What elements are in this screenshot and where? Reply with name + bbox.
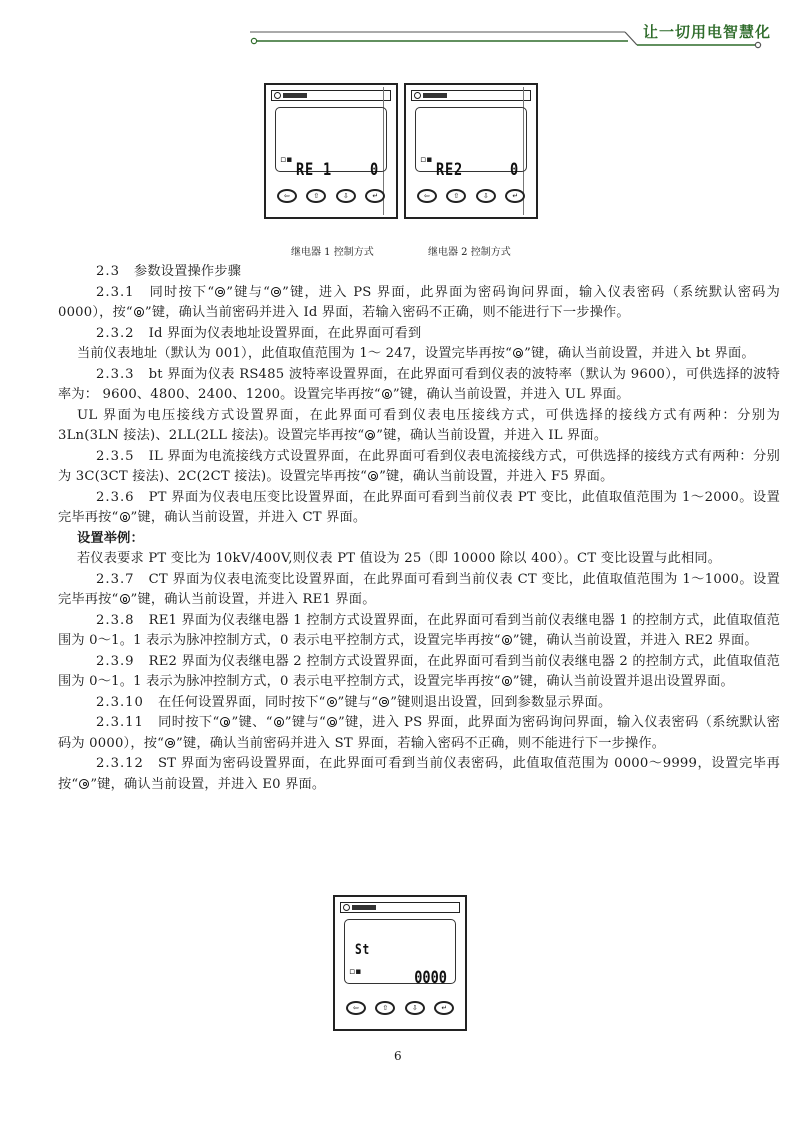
page-number: 6 — [394, 1049, 402, 1063]
enter-key-icon: ↵ — [434, 1001, 454, 1015]
meter-side-clip — [0, 92, 800, 140]
lcd-value: 0 — [509, 160, 518, 180]
paragraph-number: 2.3.8 — [96, 612, 135, 628]
lcd-value: 0 — [369, 160, 378, 180]
paragraph-text: 当前仪表地址（默认为 001），此值取值范围为 1～ 247，设置完毕再按“ — [77, 346, 513, 361]
paragraph-number: 2.3.6 — [96, 489, 135, 505]
paragraph-text: ”键，确认当前设置并退出设置界面。 — [512, 674, 734, 689]
paragraph-text: ”键，确认当前密码并进入 Id 界面，若输入密码不正确，则不能进行下一步操作。 — [144, 305, 630, 320]
keypad-button-icon — [382, 389, 392, 399]
paragraph-text: ”键，进入 PS 界面，此界面为密码询问界面，输入仪表密码（系统默认密码为 0000），按“ — [58, 715, 781, 751]
down-arrow-key-icon: ⇩ — [476, 189, 496, 203]
up-arrow-key-icon: ⇧ — [375, 1001, 395, 1015]
left-arrow-key-icon: ⇦ — [277, 189, 297, 203]
paragraph-text: 若仪表要求 PT 变比为 10kV/400V,则仪表 PT 值设为 25（即 10000 除以 400）。CT 变比设置与此相同。 — [77, 551, 722, 566]
paragraph-text: 同时按下“ — [148, 284, 215, 300]
paragraph-text: ”键，确认当前设置，并进入 bt 界面。 — [524, 346, 755, 361]
paragraph-number: 2.3.11 — [96, 715, 144, 730]
keypad-button-icon — [79, 779, 89, 789]
paragraph-text: ”键，确认当前设置，并进入 RE2 界面。 — [512, 633, 758, 648]
relay-status-icon: ▫▪ — [280, 155, 293, 165]
paragraph-number: 2.3.9 — [96, 653, 135, 669]
paragraph — [58, 652, 780, 693]
meter-brand-bar — [411, 90, 531, 101]
keypad-button-icon — [368, 471, 378, 481]
brand-text — [352, 905, 376, 910]
meter-buttons — [272, 189, 390, 205]
brand-logo-icon — [343, 904, 350, 911]
paragraph-number: 2.3.10 — [96, 694, 144, 710]
paragraph-text: ”键，确认当前设置，并进入 IL 界面。 — [376, 428, 608, 443]
paragraph-number: 2.3.7 — [96, 571, 135, 587]
brand-text — [283, 93, 307, 98]
paragraph-text: PT 界面为仪表电压变比设置界面，在此界面可看到当前仪表 PT 变比，此值取值范围为 1～2000。设置完毕再按“ — [58, 489, 780, 525]
meter-illustration-password — [333, 895, 467, 1031]
paragraph — [58, 447, 780, 488]
keypad-button-icon — [327, 697, 337, 707]
lcd-value: 0000 — [414, 968, 447, 988]
paragraph-text: ”键，确认当前设置，并进入 CT 界面。 — [130, 510, 367, 525]
meter-buttons — [341, 1001, 459, 1017]
paragraph-text: ”键，确认当前密码并进入 ST 界面，若输入密码不正确，则不能进行下一步操作。 — [176, 735, 666, 751]
lcd-code: RE2 — [436, 160, 463, 180]
paragraph-number: 2.3.5 — [96, 448, 135, 464]
relay-status-icon: ▫▪ — [349, 967, 362, 977]
left-arrow-key-icon: ⇦ — [417, 189, 437, 203]
keypad-button-icon — [215, 287, 225, 297]
paragraph-list — [58, 283, 780, 796]
paragraph-text: 同时按下“ — [157, 715, 220, 730]
brand-text — [423, 93, 447, 98]
paragraph-text: ”键与“ — [284, 715, 326, 730]
paragraph-text: 设置举例： — [77, 530, 144, 546]
paragraph-text: ”键与“ — [226, 284, 271, 300]
paragraph — [58, 570, 780, 611]
paragraph-number: 2.3.1 — [96, 284, 135, 300]
meter-side-clip — [0, 140, 800, 188]
paragraph — [58, 488, 780, 529]
paragraph — [58, 693, 780, 714]
paragraph — [58, 549, 780, 570]
paragraph-text: ST 界面为密码设置界面，在此界面可看到当前仪表密码，此值取值范围为 0000～9999，设置完毕再按“ — [58, 756, 780, 792]
lcd-screen — [415, 107, 527, 180]
down-arrow-key-icon: ⇩ — [405, 1001, 425, 1015]
paragraph-text: ”键，进入 PS 界面，此界面为密码询问界面，输入仪表密码（系统默认密码为 0000），按“ — [58, 284, 780, 320]
paragraph — [58, 365, 780, 406]
lcd-code: RE 1 — [296, 160, 332, 180]
paragraph-text: ”键，确认当前设置，并进入 RE1 界面。 — [130, 592, 376, 607]
keypad-button-icon — [502, 676, 512, 686]
paragraph — [58, 344, 780, 365]
paragraph-number: 2.3.12 — [96, 756, 144, 771]
keypad-button-icon — [271, 287, 281, 297]
lcd-screen — [275, 107, 387, 180]
figure-caption-relay2: 继电器 2 控制方式 — [428, 247, 511, 258]
paragraph — [58, 754, 780, 795]
keypad-button-icon — [513, 348, 523, 358]
paragraph-text: 在任何设置界面，同时按下“ — [157, 694, 326, 710]
keypad-button-icon — [274, 717, 284, 727]
keypad-button-icon — [165, 738, 175, 748]
keypad-button-icon — [220, 717, 230, 727]
keypad-button-icon — [365, 430, 375, 440]
paragraph — [58, 713, 780, 754]
up-arrow-key-icon: ⇧ — [306, 189, 326, 203]
paragraph-text: RE1 界面为仪表继电器 1 控制方式设置界面，在此界面可看到当前仪表继电器 1 的控制方式，此值取值范围为 0～1。1 表示为脉冲控制方式，0 表示电平控制方式，设置完毕再按“ — [58, 612, 780, 648]
keypad-button-icon — [120, 594, 130, 604]
meter-brand-bar — [340, 902, 460, 913]
meter-illustration-relay2 — [404, 83, 538, 219]
meter-brand-bar — [271, 90, 391, 101]
enter-key-icon: ↵ — [505, 189, 525, 203]
paragraph-text: IL 界面为电流接线方式设置界面，在此界面可看到仪表电流接线方式，可供选择的接线方式有两种：分别为 3C(3CT 接法)、2C(2CT 接法)。设置完毕再按“ — [58, 448, 780, 484]
keypad-button-icon — [502, 635, 512, 645]
paragraph-text: ”键，确认当前设置，并进入 UL 界面。 — [392, 387, 630, 402]
paragraph-text: ”键则退出设置，回到参数显示界面。 — [390, 694, 612, 710]
enter-key-icon: ↵ — [365, 189, 385, 203]
document-body — [58, 262, 780, 795]
figure-caption-relay1: 继电器 1 控制方式 — [291, 247, 374, 258]
keypad-button-icon — [120, 512, 130, 522]
paragraph — [58, 324, 780, 345]
section-title: 参数设置操作步骤 — [133, 264, 242, 279]
paragraph-text: ”键与“ — [337, 694, 379, 710]
header-slogan: 让一切用电智慧化 — [643, 23, 772, 41]
lcd-screen — [344, 919, 456, 988]
example-heading — [58, 529, 780, 550]
section-heading — [58, 262, 780, 283]
brand-logo-icon — [414, 92, 421, 99]
paragraph-text: ”键，确认当前设置，并进入 E0 界面。 — [90, 776, 326, 792]
paragraph — [58, 406, 780, 447]
down-arrow-key-icon: ⇩ — [336, 189, 356, 203]
paragraph-text: CT 界面为仪表电流变比设置界面，在此界面可看到当前仪表 CT 变比，此值取值范围为 1～1000。设置完毕再按“ — [58, 571, 780, 607]
meter-buttons — [412, 189, 530, 205]
keypad-button-icon — [134, 307, 144, 317]
paragraph-text: RE2 界面为仪表继电器 2 控制方式设置界面，在此界面可看到当前仪表继电器 2 的控制方式，此值取值范围为 0～1。1 表示为脉冲控制方式，0 表示电平控制方式，设置完毕再按“ — [58, 653, 780, 689]
page-header — [0, 0, 800, 60]
paragraph-text: Id 界面为仪表地址设置界面，在此界面可看到 — [148, 325, 422, 341]
paragraph — [58, 611, 780, 652]
keypad-button-icon — [379, 697, 389, 707]
relay-status-icon: ▫▪ — [420, 155, 433, 165]
up-arrow-key-icon: ⇧ — [446, 189, 466, 203]
paragraph-number: 2.3.3 — [96, 366, 135, 382]
paragraph — [58, 283, 780, 324]
section-number: 2.3 — [96, 264, 120, 279]
left-arrow-key-icon: ⇦ — [346, 1001, 366, 1015]
paragraph-number: 2.3.2 — [96, 325, 135, 341]
lcd-code: St — [355, 942, 371, 958]
paragraph-text: ”键，确认当前设置，并进入 F5 界面。 — [379, 469, 614, 484]
paragraph-text: bt 界面为仪表 RS485 波特率设置界面，在此界面可看到仪表的波特率（默认为 9600），可供选择的波特率为： 9600、4800、2400、1200。设置完毕再按“ — [58, 366, 780, 402]
paragraph-text: UL 界面为电压接线方式设置界面，在此界面可看到仪表电压接线方式，可供选择的接线方式有两种：分别为 3Ln(3LN 接法)、2LL(2LL 接法)。设置完毕再按“ — [58, 407, 780, 443]
keypad-button-icon — [327, 717, 337, 727]
brand-logo-icon — [274, 92, 281, 99]
meter-illustration-relay1 — [264, 83, 398, 219]
paragraph-text: ”键、“ — [231, 715, 273, 730]
